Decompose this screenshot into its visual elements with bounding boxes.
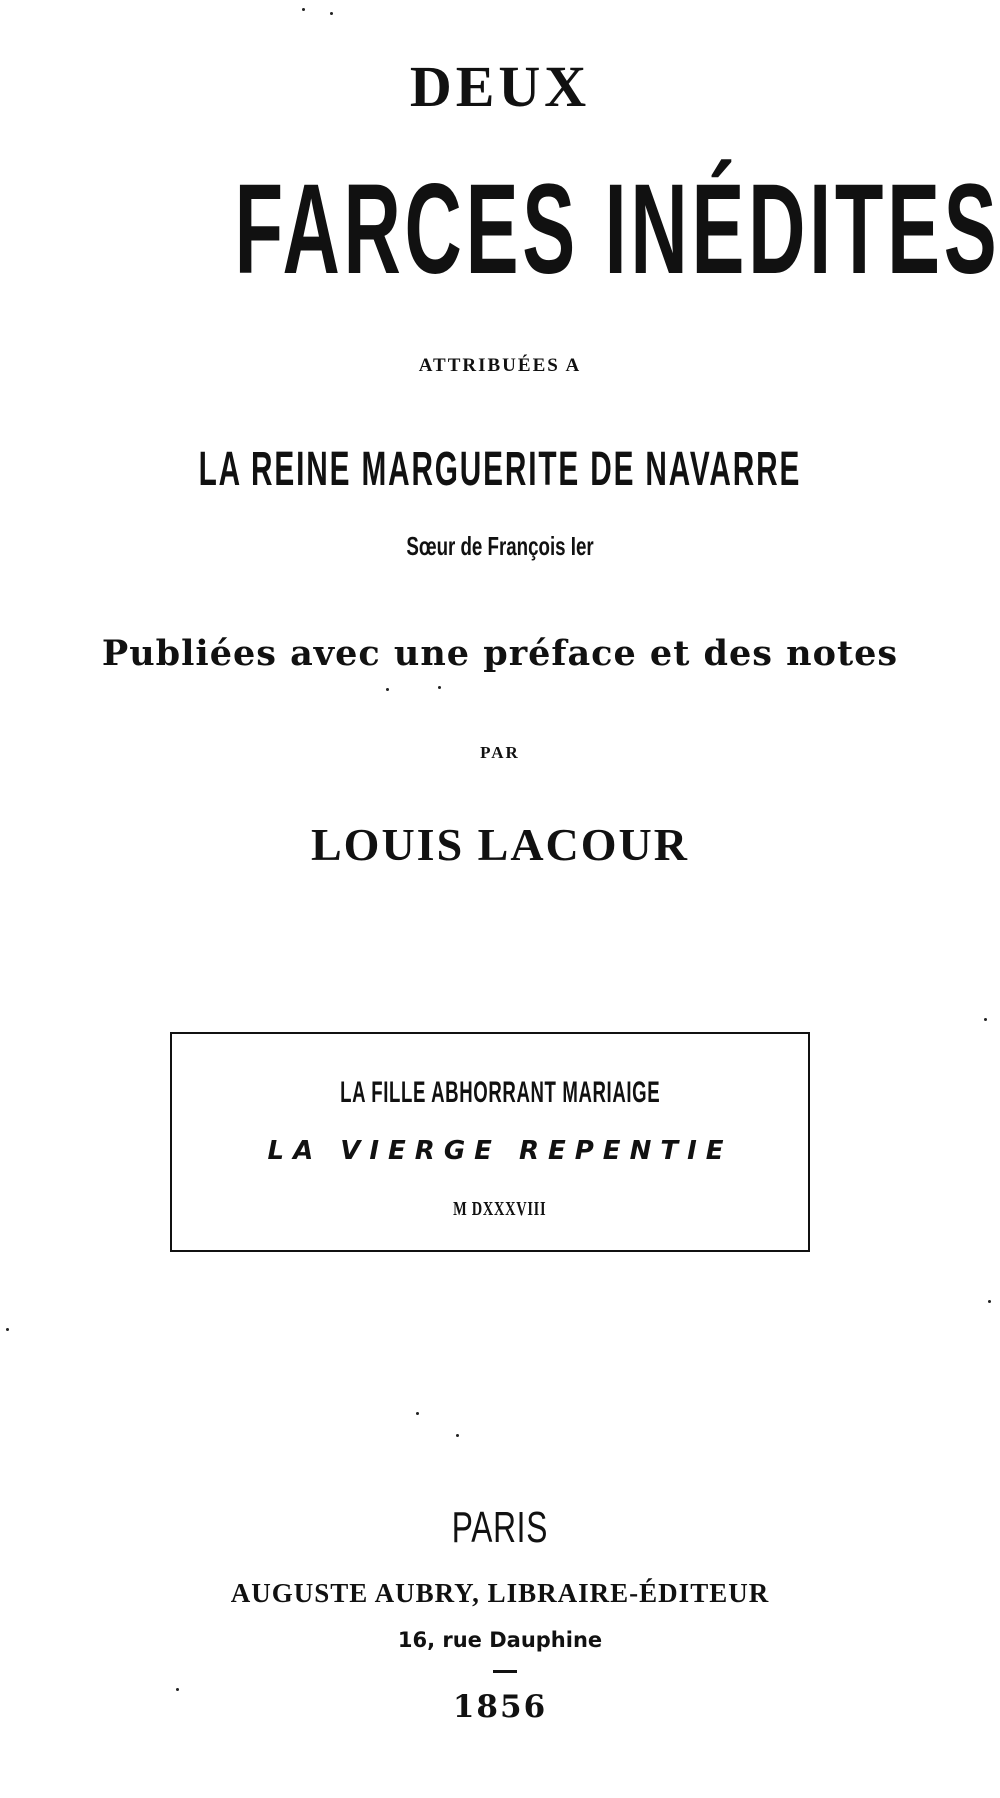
- title-deux-text: DEUX: [409, 54, 591, 119]
- year-rule: [493, 1670, 517, 1673]
- sister-of-text: Sœur de François Ier: [406, 531, 594, 561]
- scan-speck: [984, 1018, 987, 1021]
- farce-title-2-line: [0, 1138, 1000, 1164]
- author-line: [0, 443, 1000, 496]
- attributed-text: ATTRIBUÉES A: [418, 355, 582, 376]
- scan-speck: [302, 8, 305, 11]
- scan-speck: [6, 1328, 9, 1331]
- address-line: [0, 1630, 1000, 1651]
- city-text: PARIS: [451, 1503, 549, 1552]
- year-line: [0, 1689, 1000, 1725]
- year-text: 1856: [452, 1689, 548, 1725]
- scan-speck: [438, 686, 441, 689]
- title-farces-text: FARCES INÉDITES: [234, 158, 1000, 301]
- scan-speck: [330, 12, 333, 15]
- editor-line: [0, 819, 1000, 870]
- roman-date: M DXXXVIII: [453, 1198, 547, 1220]
- editor-name-text: LOUIS LACOUR: [310, 819, 689, 870]
- farce-title-1-line: [0, 1078, 1000, 1108]
- title-line-deux: [0, 54, 1000, 119]
- attributed-line: [0, 356, 1000, 375]
- farce-title-1: LA FILLE ABHORRANT MARIAIGE: [339, 1076, 661, 1109]
- scan-speck: [456, 1434, 459, 1437]
- city-line: [0, 1503, 1000, 1552]
- published-with-line: [0, 633, 1000, 674]
- publisher-line: [0, 1580, 1000, 1607]
- par-line: [0, 744, 1000, 761]
- publisher-text: AUGUSTE AUBRY, LIBRAIRE-ÉDITEUR: [230, 1578, 770, 1608]
- author-name-text: LA REINE MARGUERITE DE NAVARRE: [198, 443, 802, 496]
- scan-speck: [988, 1300, 991, 1303]
- scan-speck: [386, 688, 389, 691]
- scan-speck: [176, 1688, 179, 1691]
- published-with-text: Publiées avec une préface et des notes: [101, 633, 899, 674]
- sister-of-line: [0, 533, 1000, 559]
- roman-date-line: [0, 1199, 1000, 1219]
- par-text: PAR: [480, 743, 520, 762]
- title-line-farces: [0, 158, 1000, 301]
- farce-title-2: LA VIERGE REPENTIE: [267, 1136, 733, 1166]
- scan-speck: [416, 1412, 419, 1415]
- address-text: 16, rue Dauphine: [397, 1628, 603, 1652]
